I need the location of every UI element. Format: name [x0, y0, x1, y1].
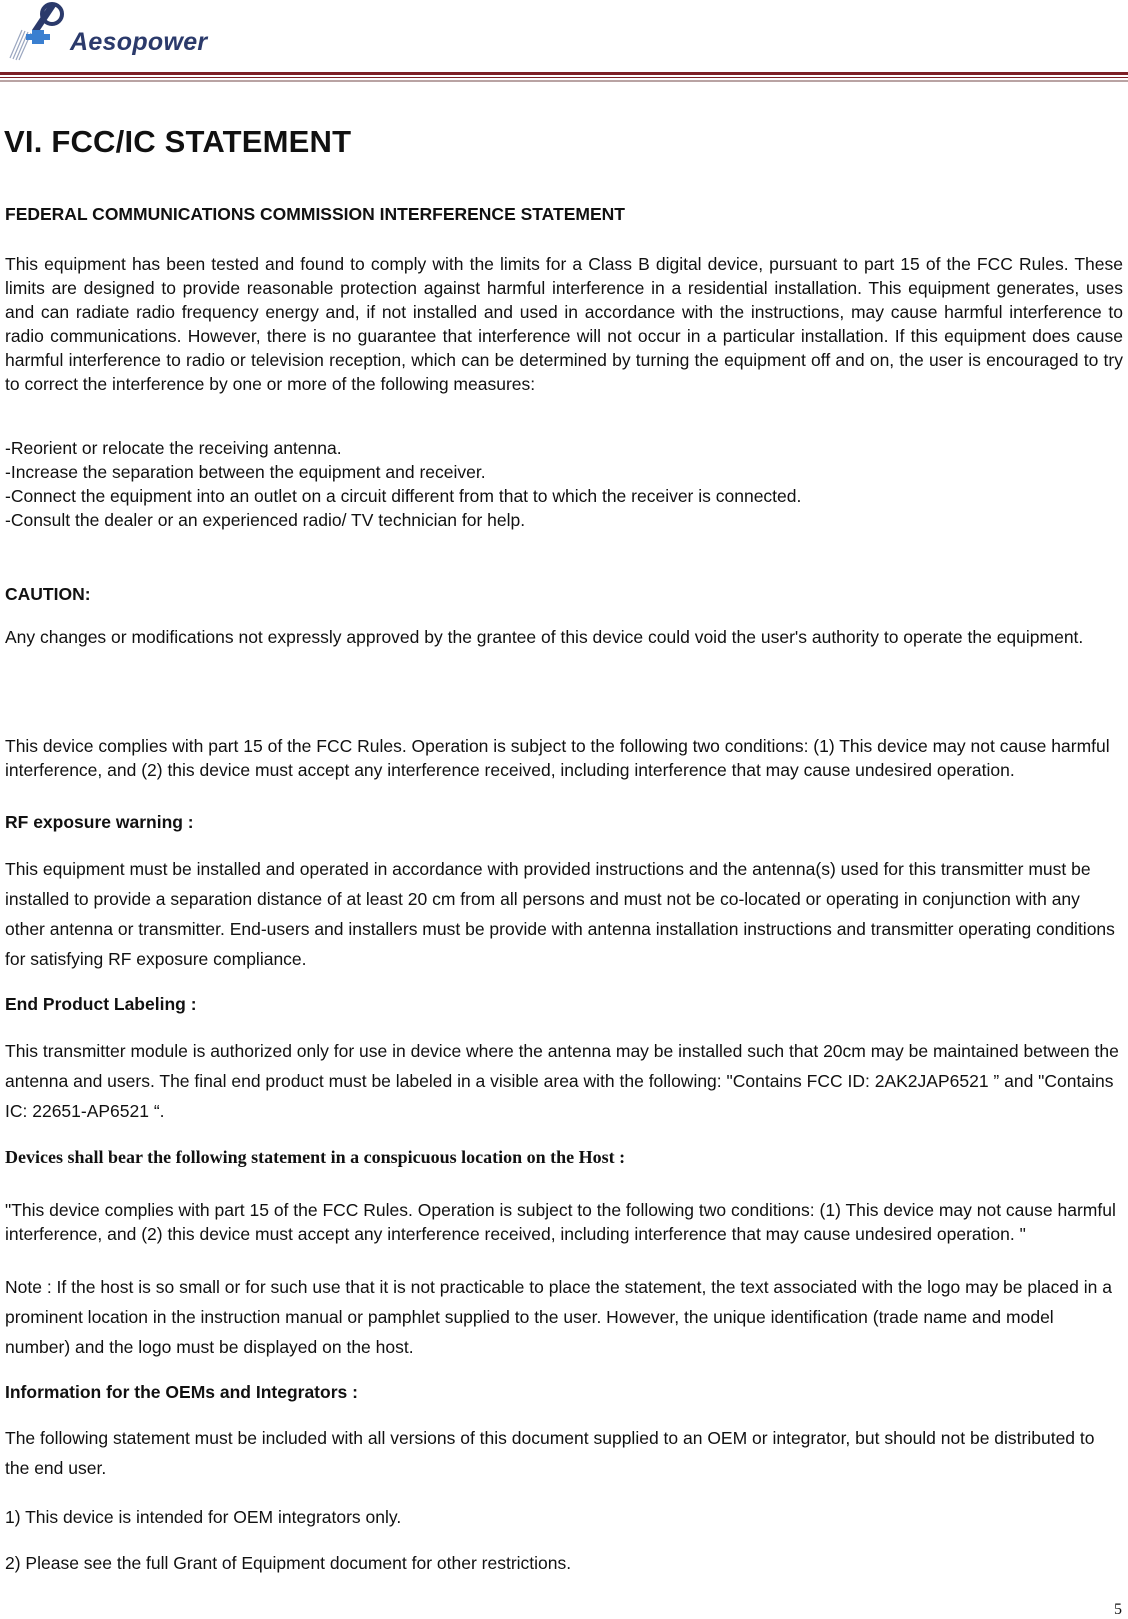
oem-body: The following statement must be included with all versions of this document supplied to an OEM or integrator, but should not be distributed to the end user.	[5, 1428, 1095, 1478]
measure-item: -Consult the dealer or an experienced radio/ TV technician for help.	[5, 510, 526, 530]
page-title: VI. FCC/IC STATEMENT	[4, 124, 352, 159]
header-rule	[0, 72, 1128, 75]
rf-heading: RF exposure warning :	[5, 812, 194, 832]
fcc-body: This equipment has been tested and found to comply with the limits for a Class B digital device, pursuant to part 15 of the FCC Rules. These limits are designed to provide reasonable protection against harmful interference in a residential installation. This equipment generates, uses and can radiate radio frequency energy and, if not installed and used in accordance with the instructions, may cause harmful interference to radio communications. However, there is no guarantee that interference will not occur in a particular installation. If this equipment does cause harmful interference to radio or television reception, which can be determined by turning the equipment off and on, the user is encouraged to try to correct the interference by one or more of the following measures:	[5, 254, 1123, 394]
aesopower-logo	[8, 0, 208, 66]
page-header	[0, 0, 1128, 90]
page-number: 5	[1114, 1601, 1122, 1618]
logo-emblem	[8, 0, 70, 62]
oem-item: 2) Please see the full Grant of Equipment document for other restrictions.	[5, 1553, 572, 1573]
caution-heading: CAUTION:	[5, 584, 91, 604]
measure-item: -Reorient or relocate the receiving antenna.	[5, 438, 342, 458]
host-heading: Devices shall bear the following statement in a conspicuous location on the Host :	[5, 1147, 626, 1167]
header-rule-thin	[0, 77, 1128, 78]
fcc-heading: FEDERAL COMMUNICATIONS COMMISSION INTERFERENCE STATEMENT	[5, 204, 625, 224]
oem-item: 1) This device is intended for OEM integrators only.	[5, 1507, 402, 1527]
rf-body: This equipment must be installed and operated in accordance with provided instructions and the antenna(s) used for this transmitter must be installed to provide a separation distance of at least 20 cm from all persons and must not be co-located or operating in conjunction with any other antenna or transmitter. End-users and installers must be provide with antenna installation instructions and transmitter operating conditions for satisfying RF exposure compliance.	[5, 859, 1115, 969]
measure-item: -Increase the separation between the equipment and receiver.	[5, 462, 486, 482]
labeling-body: This transmitter module is authorized only for use in device where the antenna may be installed such that 20cm may be maintained between the antenna and users. The final end product must be labeled in a visible area with the following: "Contains FCC ID: 2AK2JAP6521 ” and "Contains IC: 22651-AP6521 “.	[5, 1041, 1119, 1121]
labeling-heading: End Product Labeling :	[5, 994, 197, 1014]
host-statement: "This device complies with part 15 of the FCC Rules. Operation is subject to the following two conditions: (1) This device may not cause harmful interference, and (2) this device must accept any interference received, including interference that may cause undesired operation. "	[5, 1200, 1116, 1244]
header-rule-shadow	[0, 80, 1128, 82]
oem-heading: Information for the OEMs and Integrators :	[5, 1382, 358, 1402]
host-note: Note : If the host is so small or for such use that it is not practicable to place the statement, the text associated with the logo may be placed in a prominent location in the instruction manual or pamphlet supplied to the user. However, the unique identification (trade name and model number) and the logo must be displayed on the host.	[5, 1277, 1112, 1357]
measure-item: -Connect the equipment into an outlet on a circuit different from that to which the receiver is connected.	[5, 486, 802, 506]
part15-statement: This device complies with part 15 of the FCC Rules. Operation is subject to the following two conditions: (1) This device may not cause harmful interference, and (2) this device must accept any interference received, including interference that may cause undesired operation.	[5, 736, 1110, 780]
logo-text: Aesopower	[70, 28, 208, 56]
caution-body: Any changes or modifications not expressly approved by the grantee of this device could void the user's authority to operate the equipment.	[5, 627, 1084, 647]
